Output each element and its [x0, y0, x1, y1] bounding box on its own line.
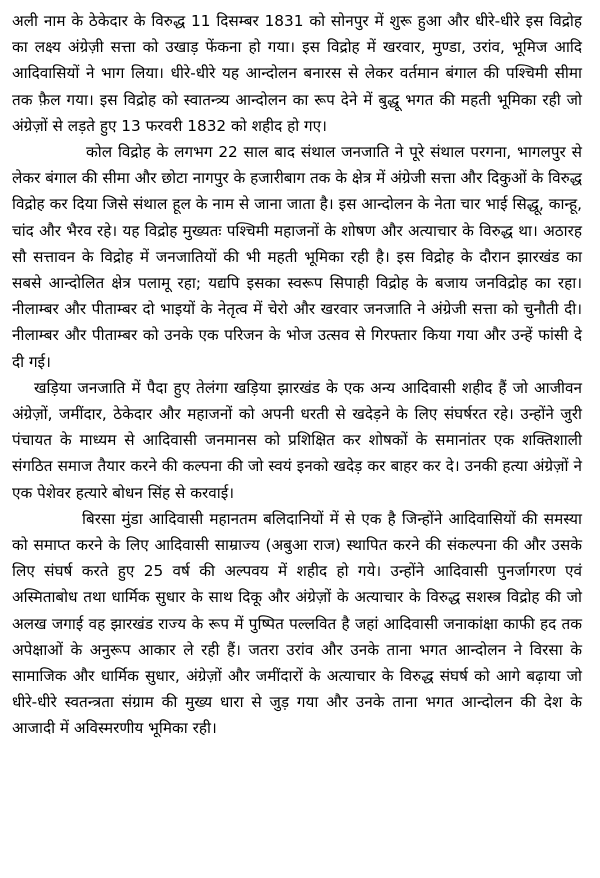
paragraph-bhagat-revolt: अली नाम के ठेकेदार के विरुद्ध 11 दिसम्बर 1831 को सोनपुर में शुरू हुआ और धीरे-धीरे इस विद्रोह का लक्ष्य अंग्रेज़ी सत्ता को उखाड़ फेंकना हो गया। इस विद्रोह में खरवार, मुण्डा, उरांव, भूमिज आदि आदिवासियों ने भाग लिया। धीरे-धीरे यह आन्दोलन बनारस से लेकर वर्तमान बंगाल की पश्चिमी सीमा तक फ़ैल गया। इस विद्रोह को स्वातन्त्र्य आन्दोलन का रूप देने में बुद्धू भगत की महती भूमिका रही जो अंग्रेज़ों से लड़ते हुए 13 फरवरी 1832 को शहीद हो गए।	[12, 12, 582, 135]
paragraph-santhal-hul: कोल विद्रोह के लगभग 22 साल बाद संथाल जनजाति ने पूरे संथाल परगना, भागलपुर से लेकर बंगाल की सीमा और छोटा नागपुर के हजारीबाग तक के क्षेत्र में अंग्रेजी सत्ता और दिकुओं के विरुद्ध विद्रोह कर दिया जिसे संथाल हूल के नाम से जाना जाता है। इस आन्दोलन के नेता चार भाई सिद्धू, कान्हू, चांद और भैरव रहे। यह विद्रोह मुख्यतः पश्चिमी महाजनों के शोषण और अत्याचार के विरुद्ध था। अठारह सौ सत्तावन के विद्रोह में जनजातियों की भी महती भूमिका रही है। इस विद्रोह के दौरान झारखंड का सबसे आन्दोलित क्षेत्र पलामू रहा; यद्यपि इसका स्वरूप सिपाही विद्रोह के बजाय जनविद्रोह का रहा। नीलाम्बर और पीताम्बर दो भाइयों के नेतृत्व में चेरो और खरवार जनजाति ने अंग्रेजी सत्ता को चुनौती दी। नीलाम्बर और पीताम्बर को उनके एक परिजन के भोज उत्सव से गिरफ्तार किया गया और उन्हें फांसी दे दी गई।	[12, 143, 582, 371]
paragraph-birsa-munda: बिरसा मुंडा आदिवासी महानतम बलिदानियों में से एक है जिन्होंने आदिवासियों की समस्या को समाप्त करने के लिए आदिवासी साम्राज्य (अबुआ राज) स्थापित करने की संकल्पना की और उसके लिए संघर्ष करते हुए 25 वर्ष की अल्पवय में शहीद हो गये। उन्होंने आदिवासी पुनर्जागरण एवं अस्मिताबोध तथा धार्मिक सुधार के साथ दिकू और अंग्रेज़ों के अत्याचार के विरुद्ध सशस्त्र विद्रोह की जो अलख जगाई वह झारखंड राज्य के रूप में पुष्पित पल्लवित है जहां आदिवासी जनाकांक्षा काफी हद तक अपेक्षाओं के अनुरूप आकार ले रही हैं। जतरा उरांव और उनके ताना भगत आन्दोलन ने विरसा के सामाजिक और धार्मिक सुधार, अंग्रेज़ों और जमींदारों के अत्याचार के विरुद्ध संघर्ष को आगे बढ़ाया जो धीरे-धीरे स्वतन्त्रता संग्राम की मुख्य धारा से जुड़ गया और उनके ताना भगत आन्दोलन की देश के आजादी में अविस्मरणीय भूमिका रही।	[12, 509, 582, 738]
paragraph-telanga-kharia: खड़िया जनजाति में पैदा हुए तेलंगा खड़िया झारखंड के एक अन्य आदिवासी शहीद हैं जो आजीवन अंग्रेज़ों, जमींदार, ठेकेदार और महाजनों को अपनी धरती से खदेड़ने के लिए संघर्षरत रहे। उन्होंने जुरी पंचायत के माध्यम से आदिवासी जनमानस को प्रशिक्षित कर शोषकों के समानांतर एक शक्तिशाली संगठित समाज तैयार करने की कल्पना की जो स्वयं इनको खदेड़ कर बाहर कर दे। उनकी हत्या अंग्रेज़ों ने एक पेशेवर हत्यारे बोधन सिंह से करवाई।	[12, 378, 582, 502]
